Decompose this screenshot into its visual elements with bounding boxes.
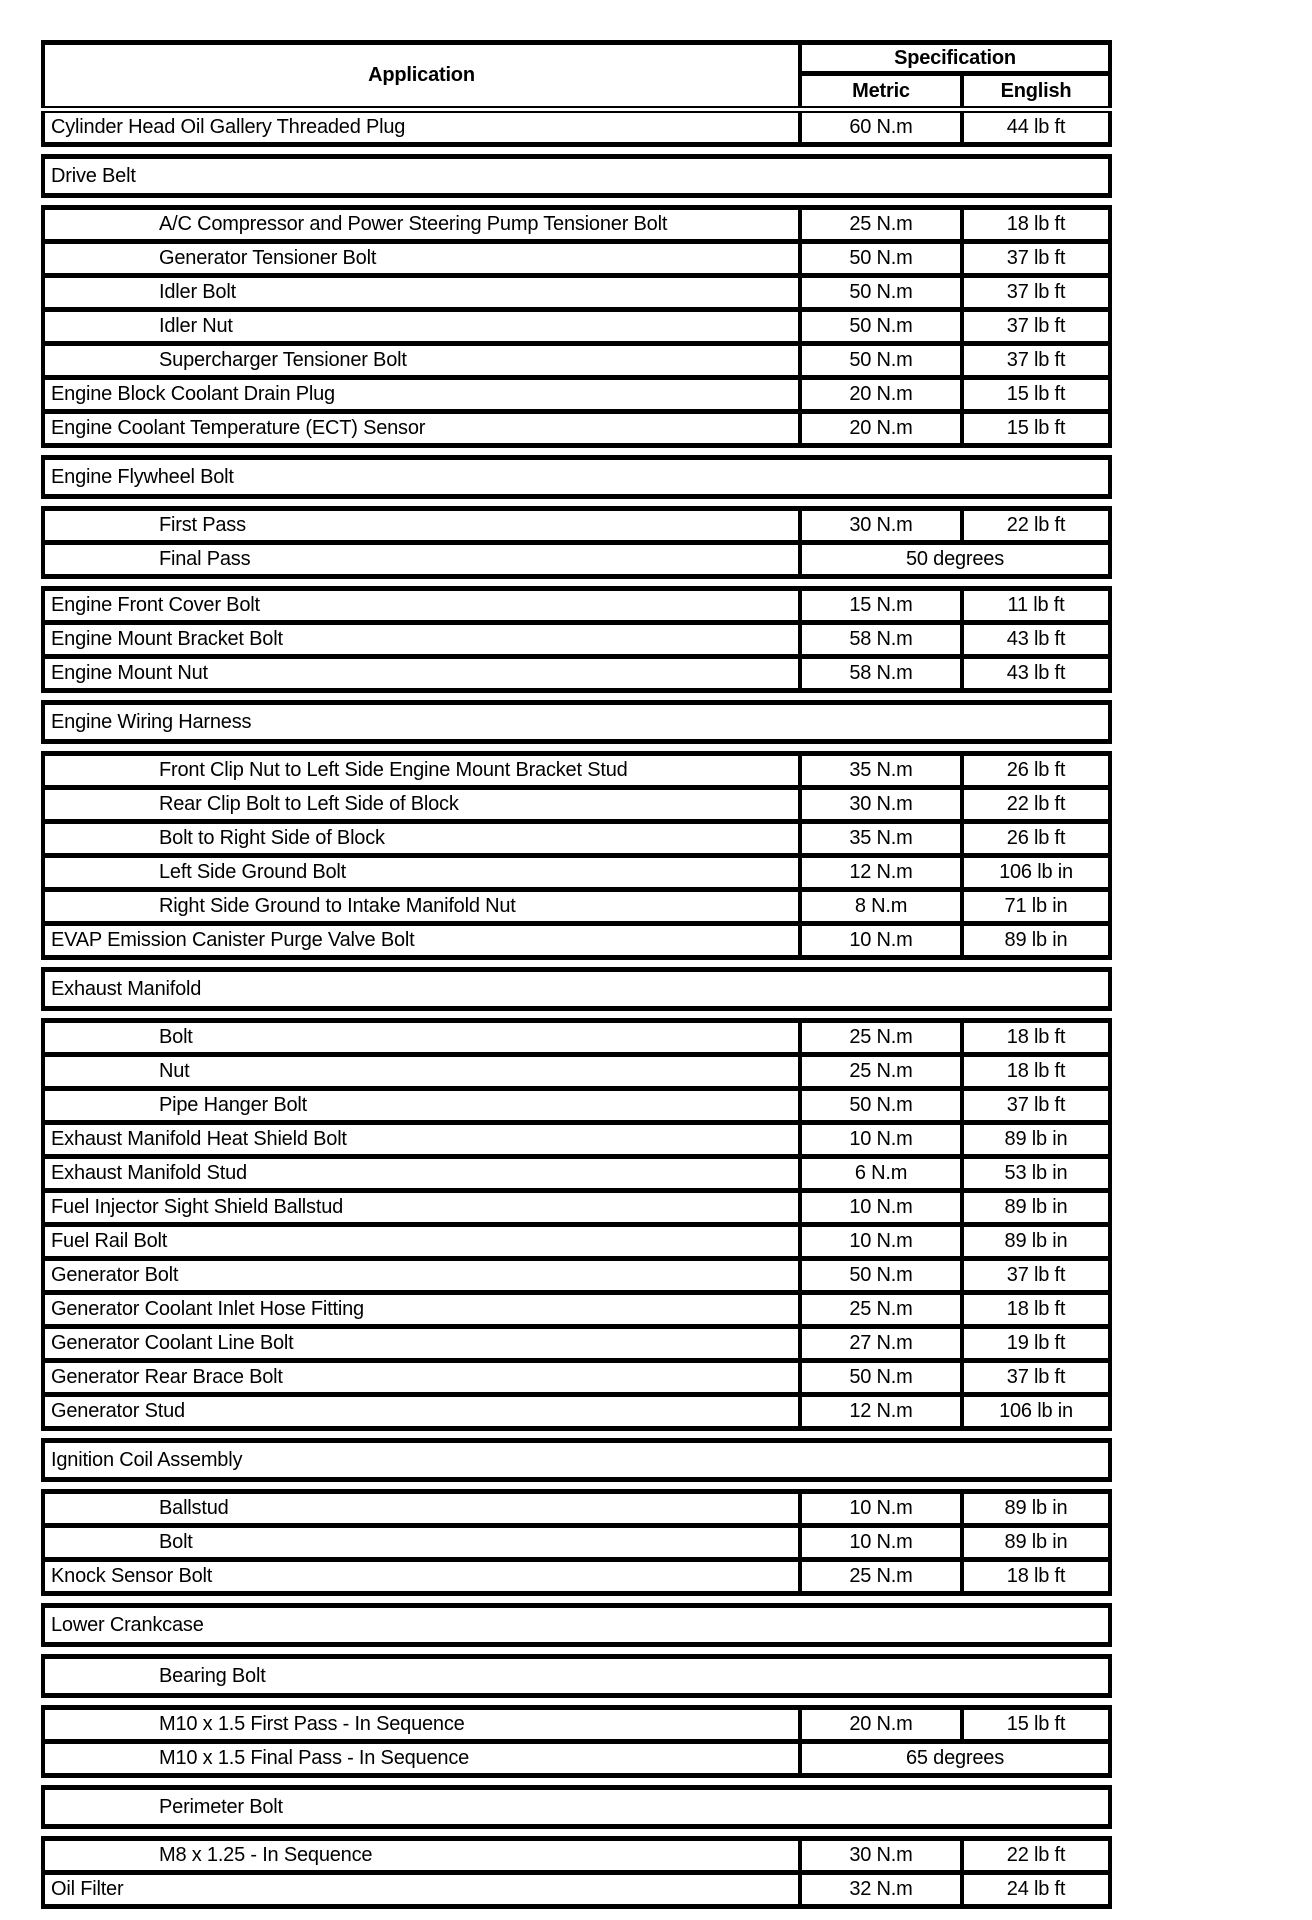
english-value-cell: 53 lb in <box>962 1157 1110 1191</box>
table-row <box>43 1259 1110 1293</box>
table-row <box>43 1395 1110 1429</box>
application-cell: M10 x 1.5 First Pass - In Sequence <box>43 1708 800 1742</box>
table-row <box>43 1089 1110 1123</box>
application-cell: Generator Bolt <box>43 1259 800 1293</box>
table-row <box>43 412 1110 446</box>
section-label: Engine Wiring Harness <box>43 703 1110 742</box>
english-value-cell: 15 lb ft <box>962 1708 1110 1742</box>
metric-value-cell: 27 N.m <box>800 1327 962 1361</box>
metric-value-cell: 60 N.m <box>800 110 962 145</box>
metric-value-cell: 8 N.m <box>800 890 962 924</box>
metric-value-cell: 12 N.m <box>800 856 962 890</box>
english-value-cell: 106 lb in <box>962 856 1110 890</box>
table-row <box>43 1742 1110 1776</box>
table-row <box>43 1055 1110 1089</box>
table-row <box>43 1526 1110 1560</box>
metric-value-cell: 25 N.m <box>800 208 962 242</box>
metric-value-cell: 50 N.m <box>800 1089 962 1123</box>
table-row <box>43 276 1110 310</box>
english-value-cell: 22 lb ft <box>962 509 1110 543</box>
english-value-cell: 18 lb ft <box>962 1293 1110 1327</box>
english-value-cell: 18 lb ft <box>962 1560 1110 1594</box>
table-row <box>43 310 1110 344</box>
spec-table-block <box>41 751 1112 960</box>
application-cell: Right Side Ground to Intake Manifold Nut <box>43 890 800 924</box>
metric-value-cell: 30 N.m <box>800 1839 962 1873</box>
metric-value-cell: 6 N.m <box>800 1157 962 1191</box>
application-cell: Generator Tensioner Bolt <box>43 242 800 276</box>
application-cell: Knock Sensor Bolt <box>43 1560 800 1594</box>
spec-table-block <box>41 1836 1112 1909</box>
application-cell: Nut <box>43 1055 800 1089</box>
application-cell: Bolt <box>43 1021 800 1055</box>
metric-value-cell: 35 N.m <box>800 754 962 788</box>
application-cell: First Pass <box>43 509 800 543</box>
table-row <box>43 1839 1110 1873</box>
metric-value-cell: 32 N.m <box>800 1873 962 1907</box>
metric-value-cell: 58 N.m <box>800 623 962 657</box>
spec-table-block <box>41 700 1112 744</box>
application-cell: EVAP Emission Canister Purge Valve Bolt <box>43 924 800 958</box>
english-value-cell: 26 lb ft <box>962 822 1110 856</box>
metric-value-cell: 58 N.m <box>800 657 962 691</box>
merged-spec-value-cell: 50 degrees <box>800 543 1110 577</box>
metric-value-cell: 50 N.m <box>800 276 962 310</box>
table-row <box>43 924 1110 958</box>
table-row <box>43 1021 1110 1055</box>
section-label: Ignition Coil Assembly <box>43 1441 1110 1480</box>
metric-value-cell: 35 N.m <box>800 822 962 856</box>
application-cell: Ballstud <box>43 1492 800 1526</box>
english-value-cell: 24 lb ft <box>962 1873 1110 1907</box>
application-cell: Rear Clip Bolt to Left Side of Block <box>43 788 800 822</box>
application-cell: Engine Coolant Temperature (ECT) Sensor <box>43 412 800 446</box>
english-value-cell: 37 lb ft <box>962 344 1110 378</box>
torque-spec-sheet <box>41 40 1108 1909</box>
english-value-cell: 15 lb ft <box>962 412 1110 446</box>
table-row <box>43 1293 1110 1327</box>
english-value-cell: 89 lb in <box>962 1123 1110 1157</box>
application-cell: Oil Filter <box>43 1873 800 1907</box>
table-row <box>43 856 1110 890</box>
table-row <box>43 1191 1110 1225</box>
section-row <box>43 1657 1110 1696</box>
metric-value-cell: 10 N.m <box>800 1123 962 1157</box>
spec-table-block <box>41 967 1112 1011</box>
metric-value-cell: 10 N.m <box>800 1191 962 1225</box>
metric-value-cell: 30 N.m <box>800 509 962 543</box>
application-cell: Cylinder Head Oil Gallery Threaded Plug <box>43 110 800 145</box>
table-row <box>43 543 1110 577</box>
table-row <box>43 1361 1110 1395</box>
metric-value-cell: 25 N.m <box>800 1021 962 1055</box>
section-row <box>43 458 1110 497</box>
application-cell: Engine Block Coolant Drain Plug <box>43 378 800 412</box>
metric-value-cell: 50 N.m <box>800 242 962 276</box>
application-cell: Bolt to Right Side of Block <box>43 822 800 856</box>
table-row <box>43 1560 1110 1594</box>
table-row <box>43 1225 1110 1259</box>
metric-value-cell: 25 N.m <box>800 1055 962 1089</box>
table-row <box>43 589 1110 623</box>
application-cell: Front Clip Nut to Left Side Engine Mount Bracket Stud <box>43 754 800 788</box>
english-value-cell: 89 lb in <box>962 1191 1110 1225</box>
application-cell: Idler Nut <box>43 310 800 344</box>
section-row <box>43 1441 1110 1480</box>
metric-column-header: Metric <box>800 74 962 110</box>
table-row <box>43 110 1110 145</box>
application-column-header: Application <box>43 43 800 110</box>
metric-value-cell: 25 N.m <box>800 1293 962 1327</box>
application-cell: Fuel Injector Sight Shield Ballstud <box>43 1191 800 1225</box>
metric-value-cell: 20 N.m <box>800 1708 962 1742</box>
application-cell: Exhaust Manifold Heat Shield Bolt <box>43 1123 800 1157</box>
spec-table-block <box>41 586 1112 693</box>
application-cell: Left Side Ground Bolt <box>43 856 800 890</box>
metric-value-cell: 10 N.m <box>800 1225 962 1259</box>
table-row <box>43 509 1110 543</box>
section-row <box>43 1788 1110 1827</box>
header-row-specification <box>43 43 1110 74</box>
metric-value-cell: 12 N.m <box>800 1395 962 1429</box>
spec-table-block <box>41 1018 1112 1431</box>
metric-value-cell: 50 N.m <box>800 344 962 378</box>
application-cell: Engine Mount Nut <box>43 657 800 691</box>
table-row <box>43 754 1110 788</box>
english-value-cell: 11 lb ft <box>962 589 1110 623</box>
section-label: Drive Belt <box>43 157 1110 196</box>
merged-spec-value-cell: 65 degrees <box>800 1742 1110 1776</box>
metric-value-cell: 50 N.m <box>800 310 962 344</box>
application-cell: Generator Coolant Inlet Hose Fitting <box>43 1293 800 1327</box>
english-value-cell: 37 lb ft <box>962 1259 1110 1293</box>
application-cell: Generator Rear Brace Bolt <box>43 1361 800 1395</box>
english-value-cell: 22 lb ft <box>962 1839 1110 1873</box>
spec-table-block <box>41 1438 1112 1482</box>
section-row <box>43 703 1110 742</box>
application-cell: M8 x 1.25 - In Sequence <box>43 1839 800 1873</box>
english-value-cell: 89 lb in <box>962 924 1110 958</box>
english-column-header: English <box>962 74 1110 110</box>
section-label: Exhaust Manifold <box>43 970 1110 1009</box>
english-value-cell: 18 lb ft <box>962 1021 1110 1055</box>
section-row <box>43 1606 1110 1645</box>
table-row <box>43 1123 1110 1157</box>
english-value-cell: 37 lb ft <box>962 242 1110 276</box>
metric-value-cell: 30 N.m <box>800 788 962 822</box>
english-value-cell: 37 lb ft <box>962 1361 1110 1395</box>
spec-table-block <box>41 1705 1112 1778</box>
metric-value-cell: 50 N.m <box>800 1361 962 1395</box>
english-value-cell: 106 lb in <box>962 1395 1110 1429</box>
table-row <box>43 1708 1110 1742</box>
english-value-cell: 18 lb ft <box>962 208 1110 242</box>
english-value-cell: 18 lb ft <box>962 1055 1110 1089</box>
application-cell: A/C Compressor and Power Steering Pump Tensioner Bolt <box>43 208 800 242</box>
application-cell: Generator Coolant Line Bolt <box>43 1327 800 1361</box>
english-value-cell: 37 lb ft <box>962 310 1110 344</box>
section-label: Engine Flywheel Bolt <box>43 458 1110 497</box>
spec-table-block <box>41 1654 1112 1698</box>
spec-table-block <box>41 455 1112 499</box>
specification-column-header: Specification <box>800 43 1110 74</box>
spec-table-block <box>41 154 1112 198</box>
metric-value-cell: 10 N.m <box>800 1526 962 1560</box>
table-row <box>43 242 1110 276</box>
application-cell: Pipe Hanger Bolt <box>43 1089 800 1123</box>
section-label: Bearing Bolt <box>43 1657 1110 1696</box>
spec-table-block <box>41 205 1112 448</box>
application-cell: Exhaust Manifold Stud <box>43 1157 800 1191</box>
table-blocks-container <box>41 154 1108 1909</box>
application-cell: Supercharger Tensioner Bolt <box>43 344 800 378</box>
spec-table-block <box>41 1489 1112 1596</box>
english-value-cell: 43 lb ft <box>962 623 1110 657</box>
table-body-first-block <box>43 110 1110 145</box>
english-value-cell: 22 lb ft <box>962 788 1110 822</box>
metric-value-cell: 10 N.m <box>800 1492 962 1526</box>
section-row <box>43 157 1110 196</box>
torque-spec-table-header-block <box>41 40 1112 147</box>
metric-value-cell: 10 N.m <box>800 924 962 958</box>
english-value-cell: 89 lb in <box>962 1492 1110 1526</box>
metric-value-cell: 20 N.m <box>800 412 962 446</box>
spec-table-block <box>41 506 1112 579</box>
metric-value-cell: 15 N.m <box>800 589 962 623</box>
section-label: Lower Crankcase <box>43 1606 1110 1645</box>
table-row <box>43 1157 1110 1191</box>
section-row <box>43 970 1110 1009</box>
section-label: Perimeter Bolt <box>43 1788 1110 1827</box>
spec-table-block <box>41 1785 1112 1829</box>
table-row <box>43 890 1110 924</box>
metric-value-cell: 20 N.m <box>800 378 962 412</box>
table-row <box>43 788 1110 822</box>
application-cell: Idler Bolt <box>43 276 800 310</box>
english-value-cell: 37 lb ft <box>962 276 1110 310</box>
english-value-cell: 44 lb ft <box>962 110 1110 145</box>
application-cell: Final Pass <box>43 543 800 577</box>
metric-value-cell: 25 N.m <box>800 1560 962 1594</box>
table-row <box>43 208 1110 242</box>
application-cell: Fuel Rail Bolt <box>43 1225 800 1259</box>
table-row <box>43 344 1110 378</box>
table-row <box>43 378 1110 412</box>
table-row <box>43 822 1110 856</box>
metric-value-cell: 50 N.m <box>800 1259 962 1293</box>
table-row <box>43 1327 1110 1361</box>
table-row <box>43 1873 1110 1907</box>
english-value-cell: 15 lb ft <box>962 378 1110 412</box>
application-cell: Generator Stud <box>43 1395 800 1429</box>
table-row <box>43 1492 1110 1526</box>
english-value-cell: 71 lb in <box>962 890 1110 924</box>
application-cell: Engine Mount Bracket Bolt <box>43 623 800 657</box>
english-value-cell: 37 lb ft <box>962 1089 1110 1123</box>
english-value-cell: 89 lb in <box>962 1526 1110 1560</box>
english-value-cell: 43 lb ft <box>962 657 1110 691</box>
english-value-cell: 89 lb in <box>962 1225 1110 1259</box>
english-value-cell: 19 lb ft <box>962 1327 1110 1361</box>
spec-table-block <box>41 1603 1112 1647</box>
application-cell: M10 x 1.5 Final Pass - In Sequence <box>43 1742 800 1776</box>
english-value-cell: 26 lb ft <box>962 754 1110 788</box>
application-cell: Engine Front Cover Bolt <box>43 589 800 623</box>
table-row <box>43 623 1110 657</box>
application-cell: Bolt <box>43 1526 800 1560</box>
table-row <box>43 657 1110 691</box>
